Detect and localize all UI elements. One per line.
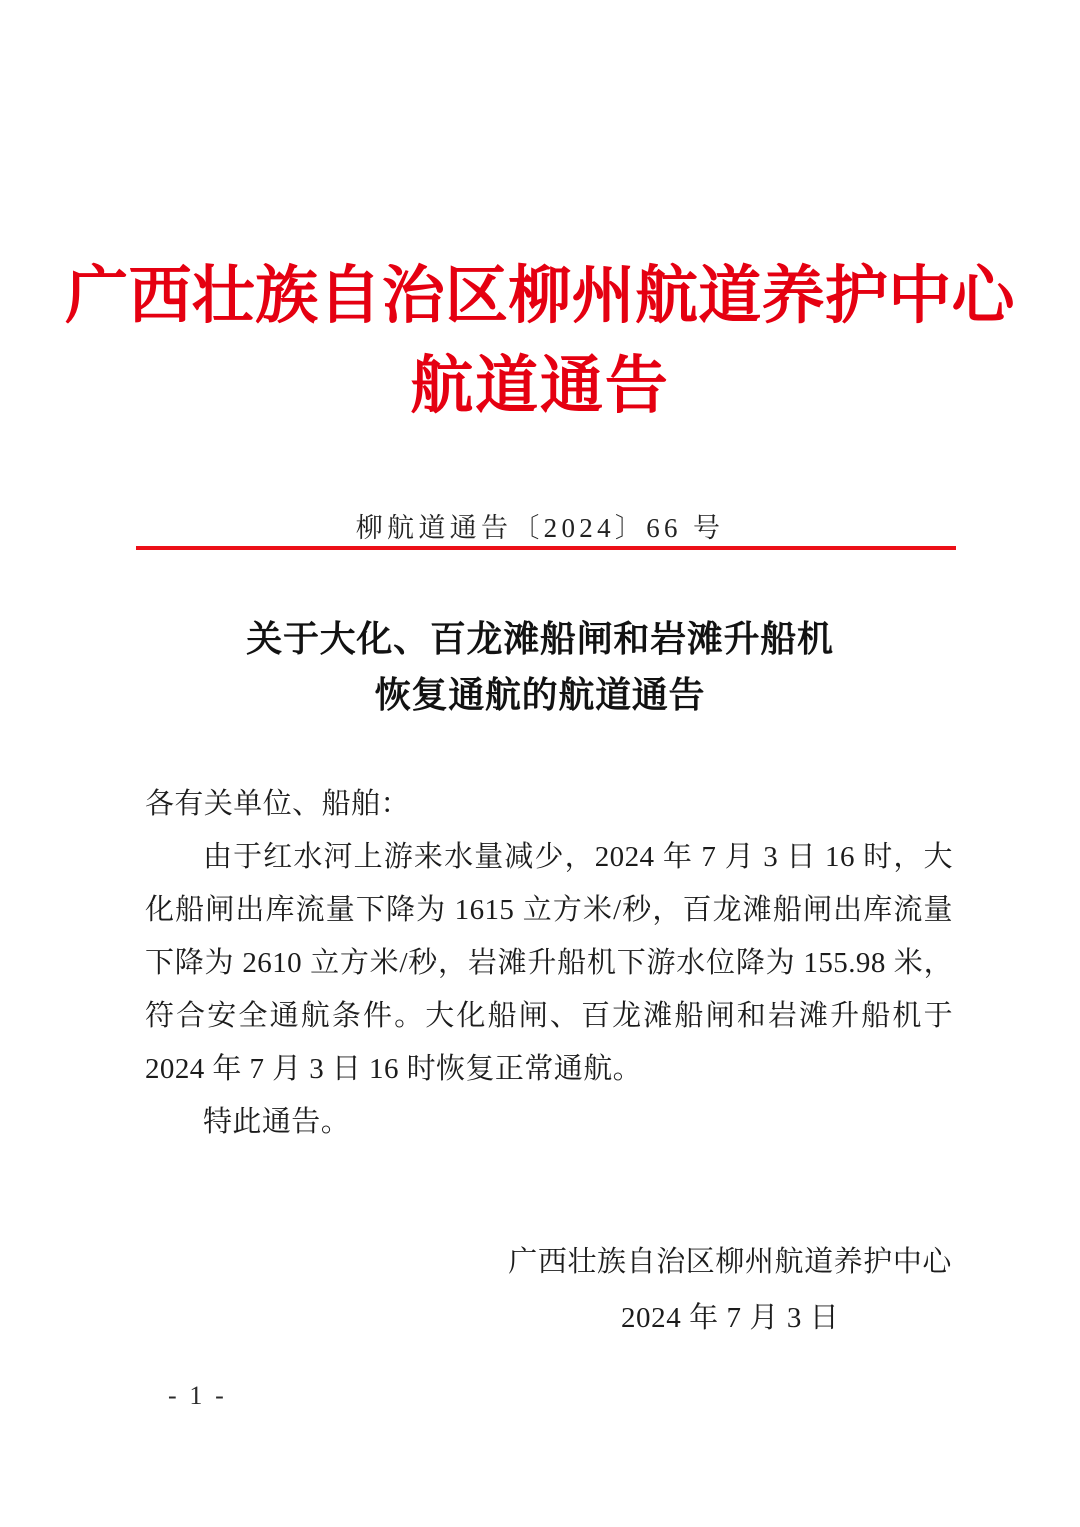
salutation: 各有关单位、船舶：	[145, 788, 410, 820]
signature-block	[508, 1234, 952, 1346]
document-subject-heading	[0, 612, 1080, 724]
body-paragraph-2: 特此通告。	[203, 1106, 351, 1138]
document-type-title: 航道通告	[410, 351, 670, 422]
subject-line-1: 关于大化、百龙滩船闸和岩滩升船机	[246, 619, 834, 659]
document-number: 柳航道通告〔2024〕66 号	[355, 513, 725, 543]
signing-date: 2024 年 7 月 3 日	[620, 1302, 840, 1334]
subject-line-2: 恢复通航的航道通告	[374, 674, 706, 715]
document-body	[145, 778, 953, 1149]
signing-organization: 广西壮族自治区柳州航道养护中心	[508, 1246, 952, 1278]
page-number-footer: - 1 -	[168, 1381, 227, 1410]
document-masthead	[0, 262, 1080, 420]
red-separator-rule	[136, 546, 956, 550]
issuing-authority-title: 广西壮族自治区柳州航道养护中心	[65, 261, 1015, 331]
body-paragraph-1: 由于红水河上游来水量减少，2024 年 7 月 3 日 16 时，大化船闸出库流量下降为 1615 立方米/秒，百龙滩船闸出库流量下降为 2610 立方米/秒，岩滩升船机下游水位降为 155.98 米，符合安全通航条件。大化船闸、百龙滩船闸和岩滩升船机于 2024 年 7 月 3 日 16 时恢复正常通航。	[145, 841, 953, 1085]
